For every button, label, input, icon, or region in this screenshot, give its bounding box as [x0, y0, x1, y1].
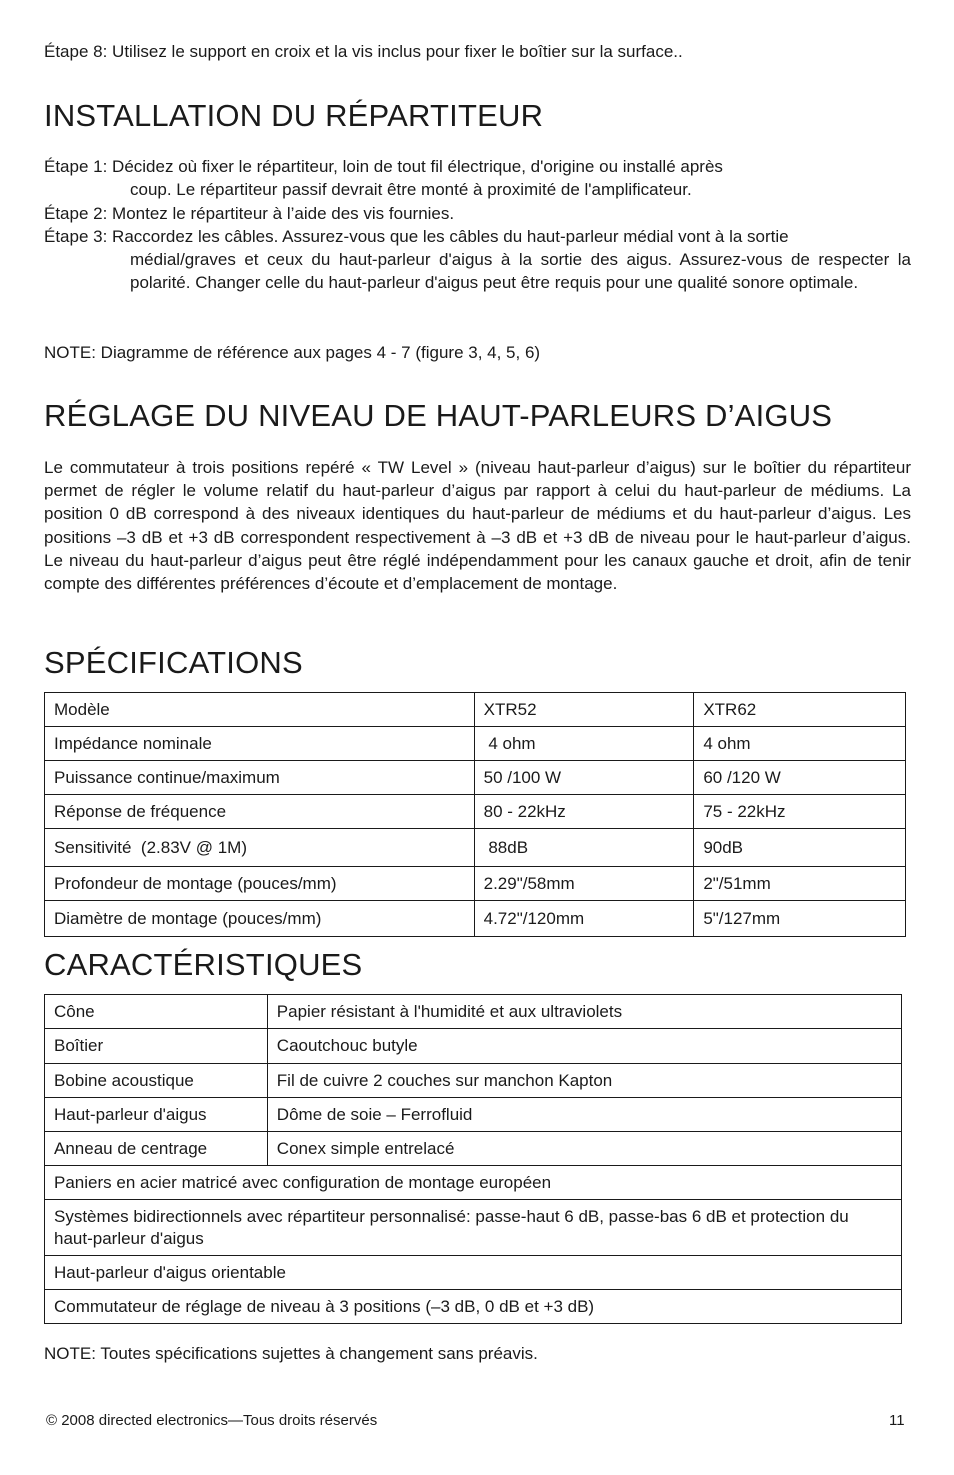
heading-features: CARACTÉRISTIQUES: [44, 947, 363, 982]
feature-label-cell: Bobine acoustique: [45, 1064, 268, 1098]
spec-row: [45, 795, 906, 829]
spec-value-cell: 60 /120 W: [694, 761, 906, 795]
spec-value-cell: 80 - 22kHz: [474, 795, 694, 829]
footer-copyright: © 2008 directed electronics—Tous droits réservés: [46, 1412, 378, 1429]
heading-installation: INSTALLATION DU RÉPARTITEUR: [44, 98, 544, 133]
installation-note: NOTE: Diagramme de référence aux pages 4 - 7 (figure 3, 4, 5, 6): [44, 343, 541, 362]
feature-row: [45, 995, 902, 1029]
spec-label-cell: Impédance nominale: [45, 727, 475, 761]
feature-label-cell: Boîtier: [45, 1029, 268, 1064]
spec-row: [45, 901, 906, 937]
spec-label-cell: Profondeur de montage (pouces/mm): [45, 867, 475, 901]
step-3-text: Étape 3: Raccordez les câbles. Assurez-vous que les câbles du haut-parleur médial vont à la sortie: [44, 226, 789, 246]
feature-full-cell: Systèmes bidirectionnels avec répartiteur personnalisé: passe-haut 6 dB, passe-bas 6 dB et protection du haut-parleur d'aigus: [45, 1200, 902, 1256]
intro-step-8: Étape 8: Utilisez le support en croix et la vis inclus pour fixer le boîtier sur la surface..: [44, 42, 683, 61]
spec-row: [45, 693, 906, 727]
spec-value-cell: XTR52: [474, 693, 694, 727]
feature-value-cell: Conex simple entrelacé: [267, 1132, 901, 1166]
feature-full-cell: Paniers en acier matricé avec configuration de montage européen: [45, 1166, 902, 1200]
feature-full-row: [45, 1166, 902, 1200]
spec-label-cell: Diamètre de montage (pouces/mm): [45, 901, 475, 937]
tweeter-level-body: Le commutateur à trois positions repéré « TW Level » (niveau haut-parleur d’aigus) sur le boîtier du répartiteur permet de régler le volume relatif du haut-parleur d’aigus par rapport à celui du haut-parleur de médiums. La position 0 dB correspond à des niveaux identiques du haut-parleur de médiums et du haut-parleur d’aigus. Les positions –3 dB et +3 dB correspondent respectivement à –3 dB et +3 dB de niveau pour le haut-parleur d’aigus. Le niveau du haut-parleur d’aigus peut être réglé indépendamment pour les canaux gauche et droit, afin de tenir compte des différentes préférences d’écoute et d’emplacement de montage.: [44, 458, 911, 594]
feature-value-cell: Papier résistant à l'humidité et aux ultraviolets: [267, 995, 901, 1029]
step-1-text: Étape 1: Décidez où fixer le répartiteur, loin de tout fil électrique, d'origine ou installé après: [44, 157, 723, 176]
feature-full-cell: Commutateur de réglage de niveau à 3 positions (–3 dB, 0 dB et +3 dB): [45, 1290, 902, 1324]
feature-label-cell: Haut-parleur d'aigus: [45, 1098, 268, 1132]
spec-value-cell: 4.72"/120mm: [474, 901, 694, 937]
feature-row: [45, 1029, 902, 1064]
feature-row: [45, 1098, 902, 1132]
step-1: [44, 155, 911, 202]
spec-label-cell: Réponse de fréquence: [45, 795, 475, 829]
spec-value-cell: 4 ohm: [694, 727, 906, 761]
feature-label-cell: Cône: [45, 995, 268, 1029]
step-1-continuation: coup. Le répartiteur passif devrait être monté à proximité de l'amplificateur.: [130, 180, 692, 200]
step-3: [44, 225, 911, 295]
spec-value-cell: 2"/51mm: [694, 867, 906, 901]
feature-full-row: [45, 1290, 902, 1324]
feature-full-row: [45, 1256, 902, 1290]
spec-row: [45, 829, 906, 867]
specifications-table: [44, 692, 906, 937]
spec-value-cell: 90dB: [694, 829, 906, 867]
spec-value-cell: 5"/127mm: [694, 901, 906, 937]
features-table: [44, 994, 902, 1324]
spec-value-cell: 4 ohm: [474, 727, 694, 761]
feature-full-cell: Haut-parleur d'aigus orientable: [45, 1256, 902, 1290]
spec-label-cell: Sensitivité (2.83V @ 1M): [45, 829, 475, 867]
feature-value-cell: Caoutchouc butyle: [267, 1029, 901, 1064]
feature-label-cell: Anneau de centrage: [45, 1132, 268, 1166]
spec-value-cell: 50 /100 W: [474, 761, 694, 795]
feature-value-cell: Dôme de soie – Ferrofluid: [267, 1098, 901, 1132]
heading-specifications: SPÉCIFICATIONS: [44, 645, 303, 680]
spec-label-cell: Puissance continue/maximum: [45, 761, 475, 795]
spec-value-cell: XTR62: [694, 693, 906, 727]
spec-row: [45, 727, 906, 761]
installation-steps: [44, 155, 911, 295]
spec-value-cell: 88dB: [474, 829, 694, 867]
step-2-text: Étape 2: Montez le répartiteur à l’aide des vis fournies.: [44, 203, 455, 223]
feature-full-row: [45, 1200, 902, 1256]
heading-tweeter-level: RÉGLAGE DU NIVEAU DE HAUT-PARLEURS D’AIGUS: [44, 398, 833, 433]
feature-row: [45, 1132, 902, 1166]
feature-value-cell: Fil de cuivre 2 couches sur manchon Kapton: [267, 1064, 901, 1098]
spec-value-cell: 75 - 22kHz: [694, 795, 906, 829]
step-2: [44, 202, 911, 225]
footer-page-number: 11: [889, 1412, 905, 1429]
features-note: NOTE: Toutes spécifications sujettes à changement sans préavis.: [44, 1344, 538, 1363]
spec-row: [45, 761, 906, 795]
spec-row: [45, 867, 906, 901]
step-3-continuation: médial/graves et ceux du haut-parleur d'aigus à la sortie des aigus. Assurez-vous de respecter la polarité. Changer celle du haut-parleur d'aigus peut être requis pour une qualité sonore optimale.: [130, 250, 911, 293]
spec-value-cell: 2.29"/58mm: [474, 867, 694, 901]
spec-label-cell: Modèle: [45, 693, 475, 727]
feature-row: [45, 1064, 902, 1098]
